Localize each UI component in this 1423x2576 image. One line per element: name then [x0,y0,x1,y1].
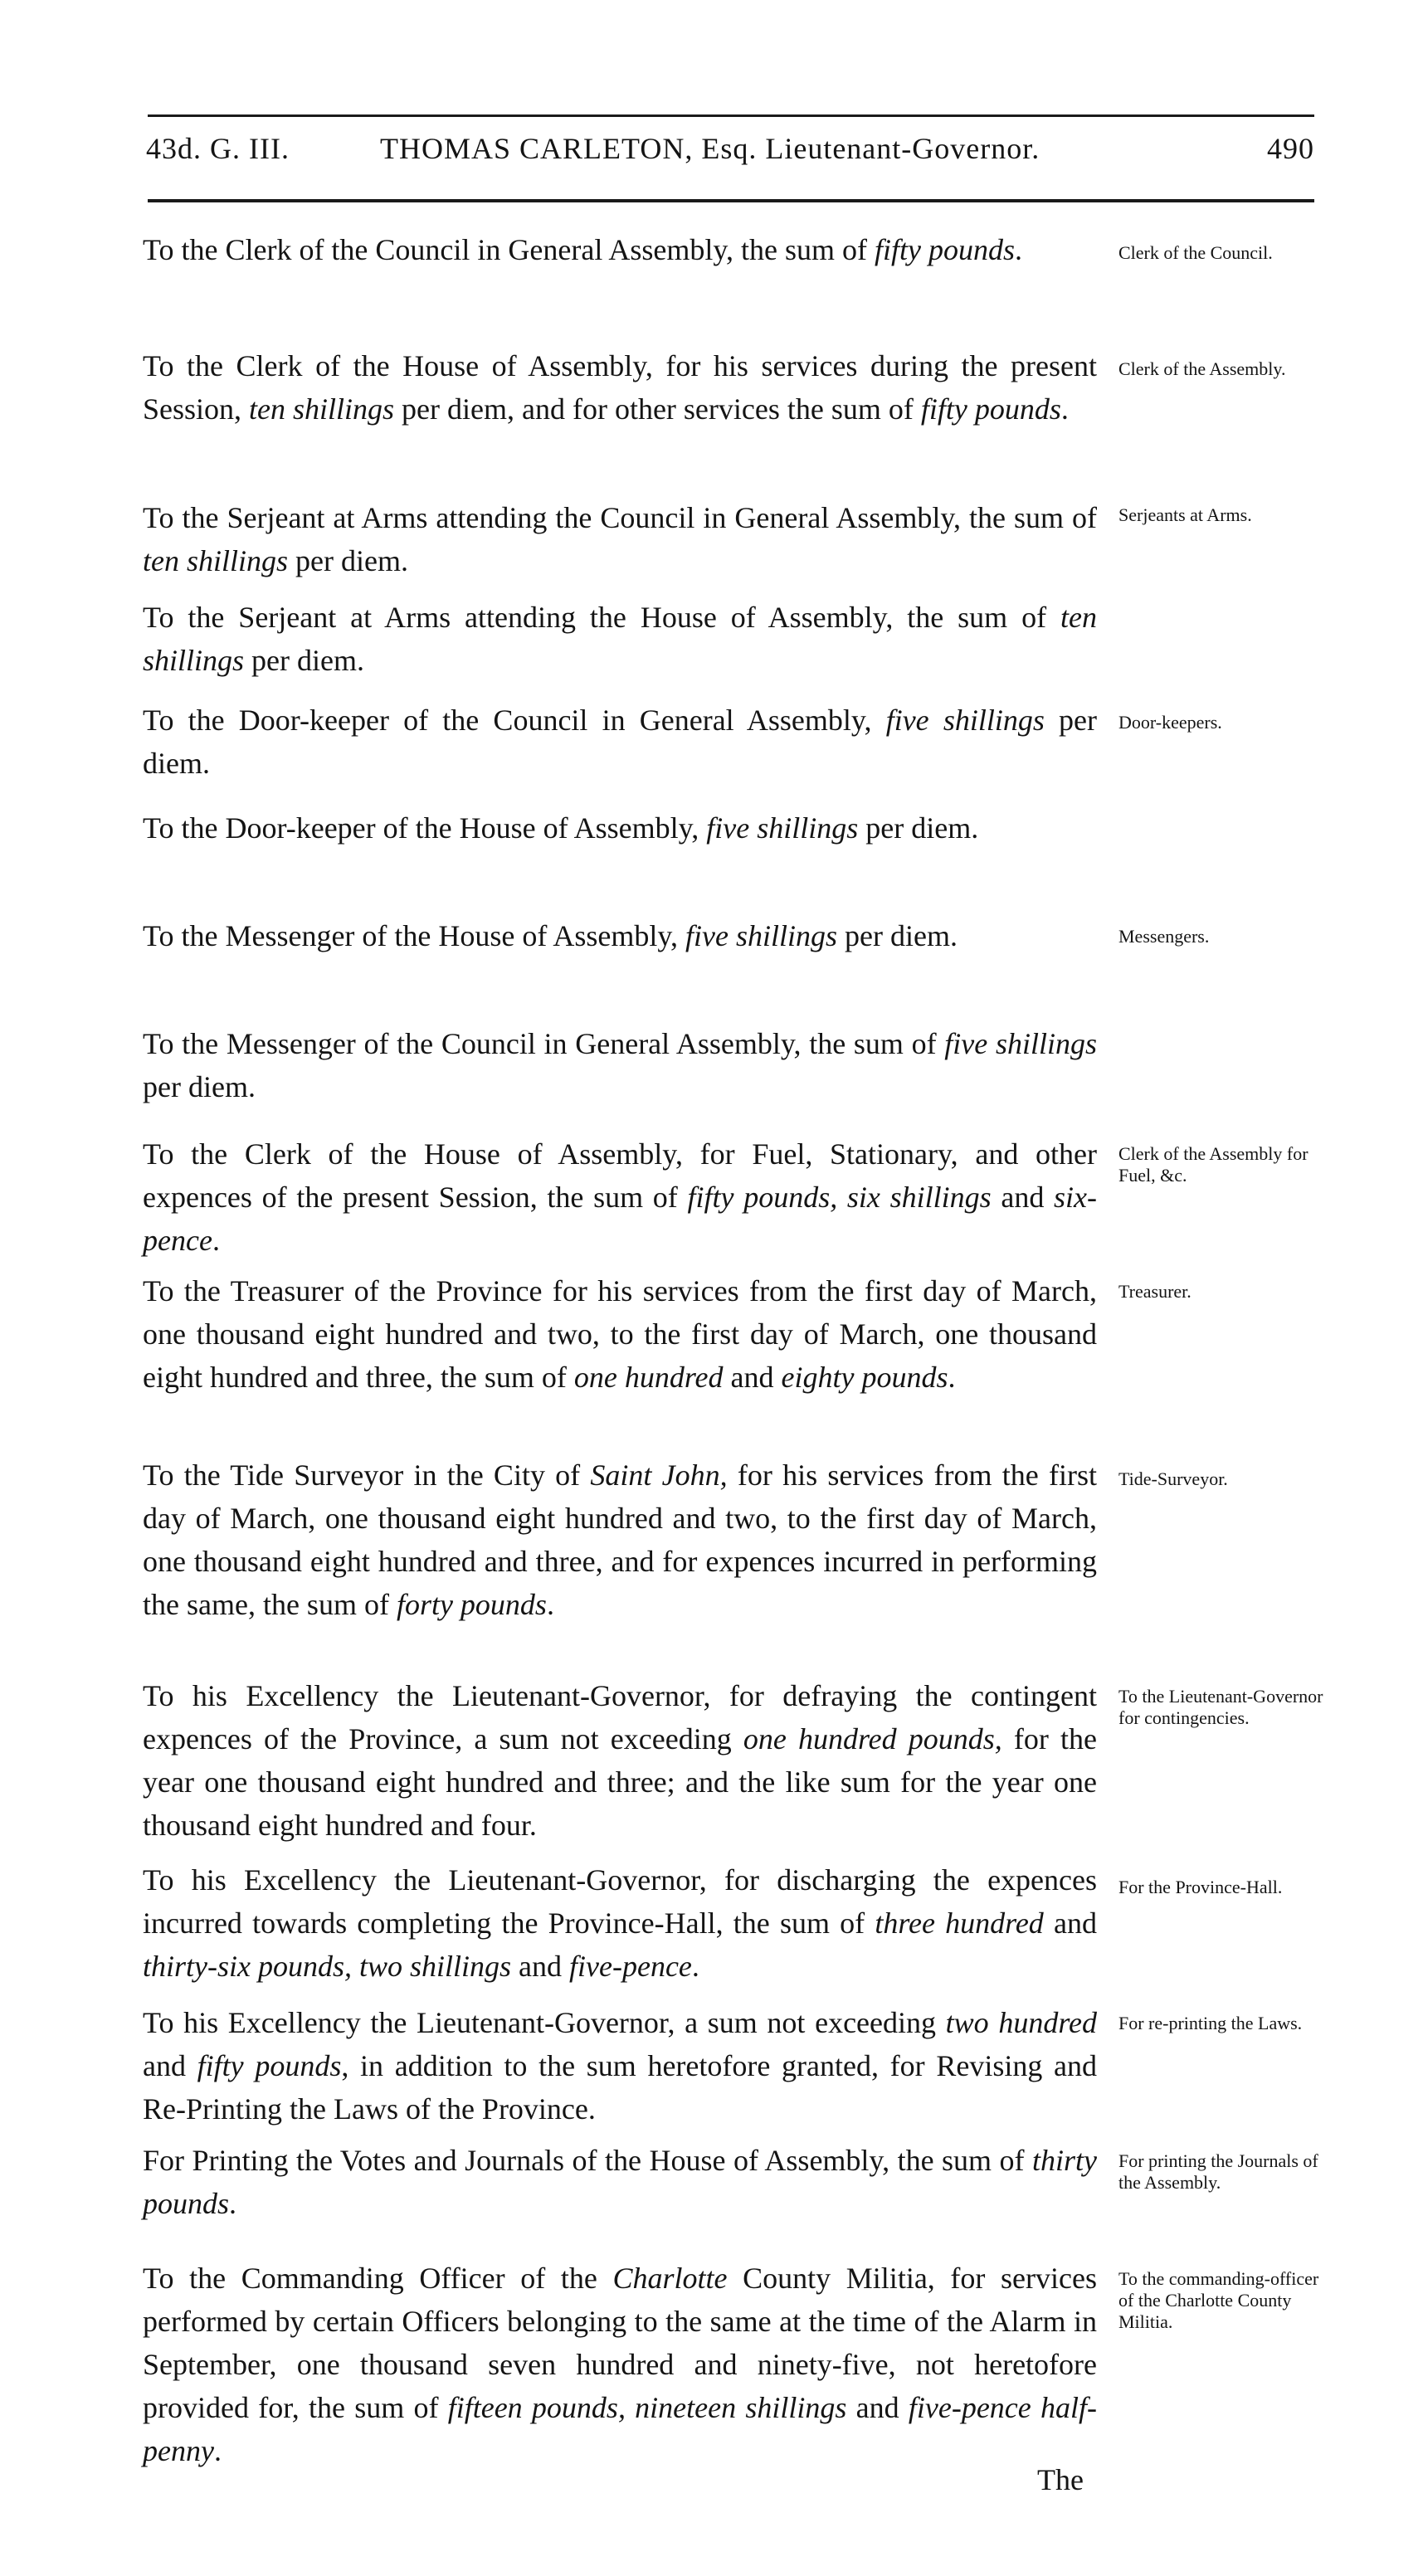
appropriation-entry [143,1022,1097,1108]
italic-sum: thirty-six pounds, two shillings [143,1950,512,1983]
page-number: 490 [1267,132,1314,165]
margin-note: Serjeants at Arms. [1118,504,1252,525]
italic-sum: ten shillings [143,601,1097,677]
entry-text [143,1132,1097,1262]
text-run: per diem. [288,544,408,577]
text-run: per diem. [837,919,958,952]
appropriation-entry [143,806,1097,850]
margin-note: Clerk of the Assembly for Fuel, &c. [1118,1143,1308,1186]
italic-sum: five-pence half-penny [143,2391,1097,2467]
margin-note: Messengers. [1118,926,1210,947]
text-run: . [1014,233,1022,266]
text-run: To his Excellency the Lieutenant-Governor, for defraying the contingent expences of the Province, a sum not exceeding [143,1679,1097,1755]
italic-sum: fifteen pounds, nineteen shillings [447,2391,847,2424]
appropriation-entry [143,596,1097,682]
text-run: To the Commanding Officer of the [143,2262,613,2295]
text-run: . [546,1588,554,1621]
text-run: and [511,1950,570,1983]
entry-text [143,1269,1097,1399]
appropriation-entry [143,496,1097,582]
text-run: To the Clerk of the House of Assembly, for his services during the present Session, [143,349,1097,426]
italic-sum: one hundred pounds, [743,1722,1002,1755]
italic-sum: fifty pounds [920,392,1061,426]
italic-sum: ten shillings [249,392,395,426]
appropriation-entry [143,2257,1097,2472]
appropriation-entry [143,1454,1097,1626]
entry-text [143,344,1097,431]
text-run: per diem, and for other services the sum of [394,392,921,426]
margin-note: Treasurer. [1118,1281,1192,1302]
text-run: and [143,2049,197,2082]
text-run: To the Serjeant at Arms attending the Council in General Assembly, the sum of [143,501,1097,534]
text-run: . [212,1224,220,1257]
header-bottom-rule [148,199,1314,202]
text-run: . [229,2187,237,2220]
text-run: To the Door-keeper of the Council in General Assembly, [143,704,886,737]
entry-text [143,806,1097,850]
italic-sum: five-pence [569,1950,692,1983]
appropriation-entry [143,699,1097,785]
text-run: . [948,1361,956,1394]
margin-note: Door-keepers. [1118,712,1222,733]
italic-sum: Charlotte [612,2262,728,2295]
text-run: To the Serjeant at Arms attending the House of Assembly, the sum of [143,601,1061,634]
appropriation-entry [143,1269,1097,1399]
text-run: for the year one thousand eight hundred and three; and the like sum for the year one thousand eight hundred and four. [143,1722,1097,1842]
appropriation-entry [143,2139,1097,2225]
italic-sum: thirty pounds [143,2144,1097,2220]
entry-text [143,1022,1097,1108]
text-run: per diem. [244,644,364,677]
margin-note: To the Lieutenant-Governor for contingencies. [1118,1686,1323,1728]
italic-sum: three hundred [875,1906,1044,1940]
running-header [143,124,1319,166]
entry-text [143,2139,1097,2225]
entry-text [143,1858,1097,1988]
text-run: and [991,1181,1055,1214]
appropriation-entry [143,1674,1097,1847]
italic-sum: ten shillings [143,544,289,577]
appropriation-entry [143,914,1097,957]
entry-text [143,1674,1097,1847]
text-run: for his services from the first day of March, one thousand eight hundred and two, to the first day of March, one thousand eight hundred and three, and for expences incurred in performing the same, the sum of [143,1458,1097,1621]
margin-note: Clerk of the Assembly. [1118,358,1286,379]
margin-note: For printing the Journals of the Assembly. [1118,2150,1318,2193]
text-run: To the Door-keeper of the House of Assembly, [143,811,707,845]
italic-sum: five shillings [706,811,859,845]
text-run: per diem. [143,1070,256,1103]
italic-sum: eighty pounds [781,1361,948,1394]
text-run: . [691,1950,699,1983]
running-title: THOMAS CARLETON, Esq. Lieutenant-Governor. [380,132,1040,165]
text-run: and [846,2391,909,2424]
italic-sum: five shillings [944,1027,1097,1060]
text-run: To the Treasurer of the Province for his services from the first day of March, one thousand eight hundred and two, to the first day of March, one thousand eight hundred and three, the sum of [143,1274,1097,1394]
entry-text [143,228,1097,271]
entry-text [143,699,1097,785]
italic-sum: fifty pounds, six shillings [687,1181,992,1214]
text-run: To the Messenger of the Council in General Assembly, the sum of [143,1027,945,1060]
text-run: , in addition to the sum heretofore granted, for Revising and Re-Printing the Laws of the Province. [143,2049,1097,2126]
italic-sum: fifty pounds [874,233,1015,266]
margin-note: Tide-Surveyor. [1118,1468,1228,1489]
text-run: To the Messenger of the House of Assembly, [143,919,686,952]
header-top-rule [148,114,1314,117]
entry-text [143,2001,1097,2130]
italic-sum: Saint John, [590,1458,728,1492]
appropriation-entry [143,228,1097,271]
text-run: To his Excellency the Lieutenant-Governor, for discharging the expences incurred towards completing the Province-Hall, the sum of [143,1863,1097,1940]
text-run: . [213,2434,222,2467]
text-run: per diem. [143,704,1097,780]
appropriation-entry [143,344,1097,431]
text-run: per diem. [858,811,979,845]
text-run: To the Tide Surveyor in the City of [143,1458,591,1492]
text-run: To the Clerk of the House of Assembly, for Fuel, Stationary, and other expences of the present Session, the sum of [143,1137,1097,1214]
text-run: and [723,1361,782,1394]
margin-note: For the Province-Hall. [1118,1877,1283,1897]
text-run: To the Clerk of the Council in General Assembly, the sum of [143,233,875,266]
italic-sum: fifty pounds [197,2049,342,2082]
text-run: and [1043,1906,1097,1940]
entry-text [143,496,1097,582]
italic-sum: forty pounds [396,1588,547,1621]
appropriation-entry [143,1132,1097,1262]
text-run: To his Excellency the Lieutenant-Governor, a sum not exceeding [143,2006,946,2039]
catchword: The [1037,2463,1084,2496]
italic-sum: five shillings [685,919,838,952]
text-run: For Printing the Votes and Journals of the House of Assembly, the sum of [143,2144,1032,2177]
margin-note: Clerk of the Council. [1118,242,1273,263]
entry-text [143,596,1097,682]
text-run: . [1060,392,1069,426]
appropriation-entry [143,2001,1097,2130]
italic-sum: two hundred [945,2006,1097,2039]
margin-note: To the commanding-officer of the Charlotte County Militia. [1118,2268,1319,2332]
margin-note: For re-printing the Laws. [1118,2013,1303,2033]
appropriation-entry [143,1858,1097,1988]
entry-text [143,1454,1097,1626]
entry-text [143,914,1097,957]
italic-sum: one hundred [573,1361,724,1394]
regnal-year: 43d. G. III. [146,132,290,165]
italic-sum: six-pence [143,1181,1098,1257]
text-run: County Militia, for services performed by certain Officers belonging to the same at the time of the Alarm in September, one thousand seven hundred and ninety-five, not heretofore provided for, the sum of [143,2262,1097,2424]
italic-sum: five shillings [885,704,1045,737]
entry-text [143,2257,1097,2472]
